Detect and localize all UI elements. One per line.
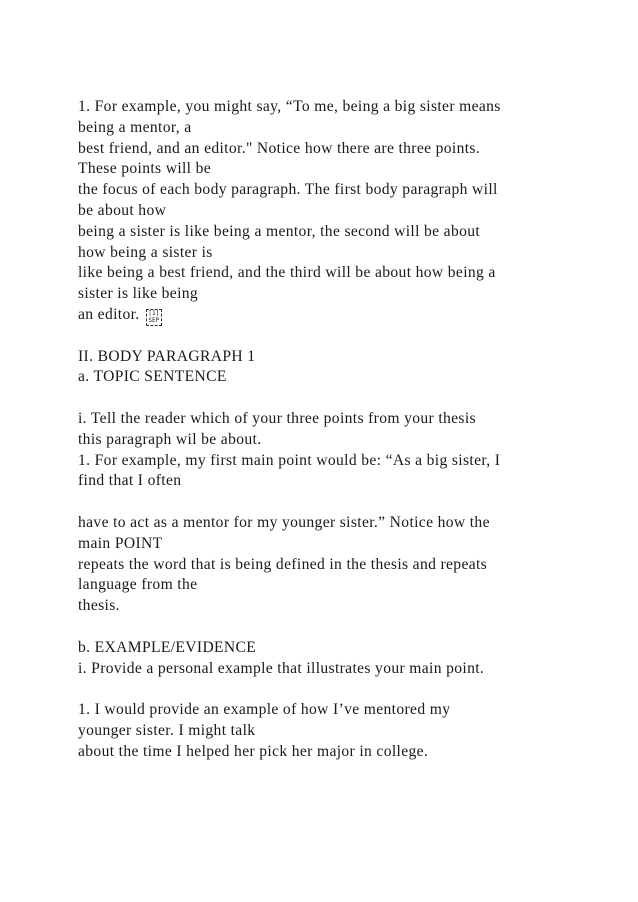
blank-line <box>78 326 578 347</box>
text-line: sister is like being <box>78 285 199 303</box>
text-line: 1. For example, my first main point would be: “As a big sister, I <box>78 451 501 469</box>
section-example-evidence <box>78 638 578 680</box>
text-line: like being a best friend, and the third will be about how being a <box>78 264 496 282</box>
text-line-content: an editor. <box>78 305 144 323</box>
text-line: 1. I would provide an example of how I’ve mentored my <box>78 701 451 719</box>
text-line: i. Tell the reader which of your three points from your thesis <box>78 409 476 427</box>
text-line: thesis. <box>78 597 120 615</box>
subsection-heading: a. TOPIC SENTENCE <box>78 368 227 386</box>
text-line: this paragraph wil be about. <box>78 430 262 448</box>
paragraph-main-point <box>78 513 578 617</box>
text-line: find that I often <box>78 472 182 490</box>
paragraph-thesis-example <box>78 97 578 326</box>
blank-line <box>78 388 578 409</box>
text-line: how being a sister is <box>78 243 213 261</box>
text-line: 1. For example, you might say, “To me, being a big sister means <box>78 98 501 115</box>
blank-line <box>78 617 578 638</box>
text-line: language from the <box>78 576 198 594</box>
text-line: These points will be <box>78 160 212 178</box>
text-line: main POINT <box>78 534 163 552</box>
blank-line <box>78 679 578 700</box>
text-line: being a mentor, a <box>78 118 192 136</box>
section-heading-body-paragraph-1 <box>78 347 578 389</box>
separator-glyph-label: SEP <box>148 316 160 324</box>
text-line: have to act as a mentor for my younger sister.” Notice how the <box>78 513 490 531</box>
text-line: the focus of each body paragraph. The first body paragraph will <box>78 181 498 199</box>
paragraph-example <box>78 700 578 762</box>
text-line: best friend, and an editor." Notice how there are three points. <box>78 139 481 157</box>
text-line: about the time I helped her pick her major in college. <box>78 742 429 760</box>
subsection-heading: b. EXAMPLE/EVIDENCE <box>78 638 257 656</box>
text-line: repeats the word that is being defined in the thesis and repeats <box>78 555 488 573</box>
text-line <box>78 305 578 326</box>
paragraph-topic-sentence <box>78 409 578 492</box>
text-line: being a sister is like being a mentor, the second will be about <box>78 222 481 240</box>
text-line: be about how <box>78 201 167 219</box>
section-heading: II. BODY PARAGRAPH 1 <box>78 347 256 365</box>
document-body <box>78 97 578 763</box>
text-line: i. Provide a personal example that illustrates your main point. <box>78 659 485 677</box>
text-line: younger sister. I might talk <box>78 721 256 739</box>
blank-line <box>78 492 578 513</box>
separator-glyph-icon: [1] SEP <box>146 309 162 326</box>
